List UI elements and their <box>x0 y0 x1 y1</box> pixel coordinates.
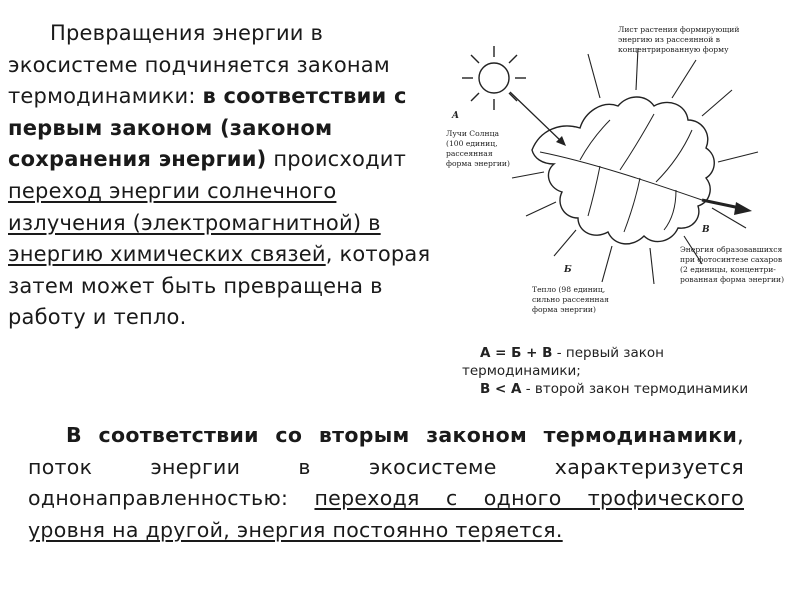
second-middle-text: , поток энергии в экосистеме характеризуется однонаправленностью: <box>28 423 744 510</box>
svg-text:Лист растения формирующий: Лист растения формирующий <box>618 25 740 34</box>
energy-transition-underlined: переход энергии солнечного излучения (электромагнитной) в энергию химических связей <box>8 178 381 267</box>
energy-loss-underlined: переходя с одного трофического уровня на другой, энергия постоянно теряется. <box>28 486 744 542</box>
leaf-label <box>618 25 739 54</box>
leaf-energy-diagram <box>440 2 792 342</box>
svg-text:рованная форма энергии): рованная форма энергии) <box>680 275 785 284</box>
sun-icon <box>462 46 526 110</box>
formula-second-law-text: - второй закон термодинамики <box>521 381 749 397</box>
svg-text:Энергия образовавшихся: Энергия образовавшихся <box>680 245 783 254</box>
svg-text:форма энергии): форма энергии) <box>532 305 596 314</box>
oak-leaf <box>532 97 714 244</box>
intro-text: Превращения энергии в экосистеме подчиняется законам термодинамики: <box>8 21 390 109</box>
formula-second-law: В < А <box>480 381 522 397</box>
svg-text:энергию из рассеянной в: энергию из рассеянной в <box>618 35 720 44</box>
label-v-letter: B <box>702 225 710 235</box>
formula-first-law: А = Б + В <box>480 345 553 361</box>
label-b-letter: Б <box>564 265 572 275</box>
svg-text:Лучи Солнца: Лучи Солнца <box>446 129 499 138</box>
sugar-label <box>680 245 784 284</box>
second-law-bold: В соответствии со вторым законом термодинамики <box>66 423 738 447</box>
formula-box <box>462 344 762 398</box>
sun-label <box>446 129 510 168</box>
sugar-energy-arrow <box>702 200 752 215</box>
svg-text:при фотосинтезе сахаров: при фотосинтезе сахаров <box>680 255 783 264</box>
main-paragraph <box>8 18 440 334</box>
svg-text:сильно рассеянная: сильно рассеянная <box>532 295 609 304</box>
label-a-letter: A <box>452 111 459 121</box>
leaf-veins <box>540 114 702 232</box>
svg-text:(2 единицы, концентри-: (2 единицы, концентри- <box>680 265 776 274</box>
sunlight-arrow <box>510 92 566 146</box>
svg-text:рассеянная: рассеянная <box>446 149 493 158</box>
svg-text:(100 единиц,: (100 единиц, <box>446 139 498 148</box>
ending-text: , которая затем может быть превращена в работу и тепло. <box>8 242 431 330</box>
svg-text:форма энергии): форма энергии) <box>446 159 510 168</box>
first-law-bold: в соответствии с первым законом (законом сохранения энергии) <box>8 84 407 172</box>
second-paragraph <box>28 420 744 546</box>
middle-text: происходит <box>266 147 407 172</box>
svg-text:Тепло (98 единиц,: Тепло (98 единиц, <box>532 285 606 294</box>
svg-text:концентрированную форму: концентрированную форму <box>618 45 729 54</box>
heat-label <box>532 285 609 314</box>
formula-first-law-text: - первый закон термодинамики; <box>462 345 664 379</box>
